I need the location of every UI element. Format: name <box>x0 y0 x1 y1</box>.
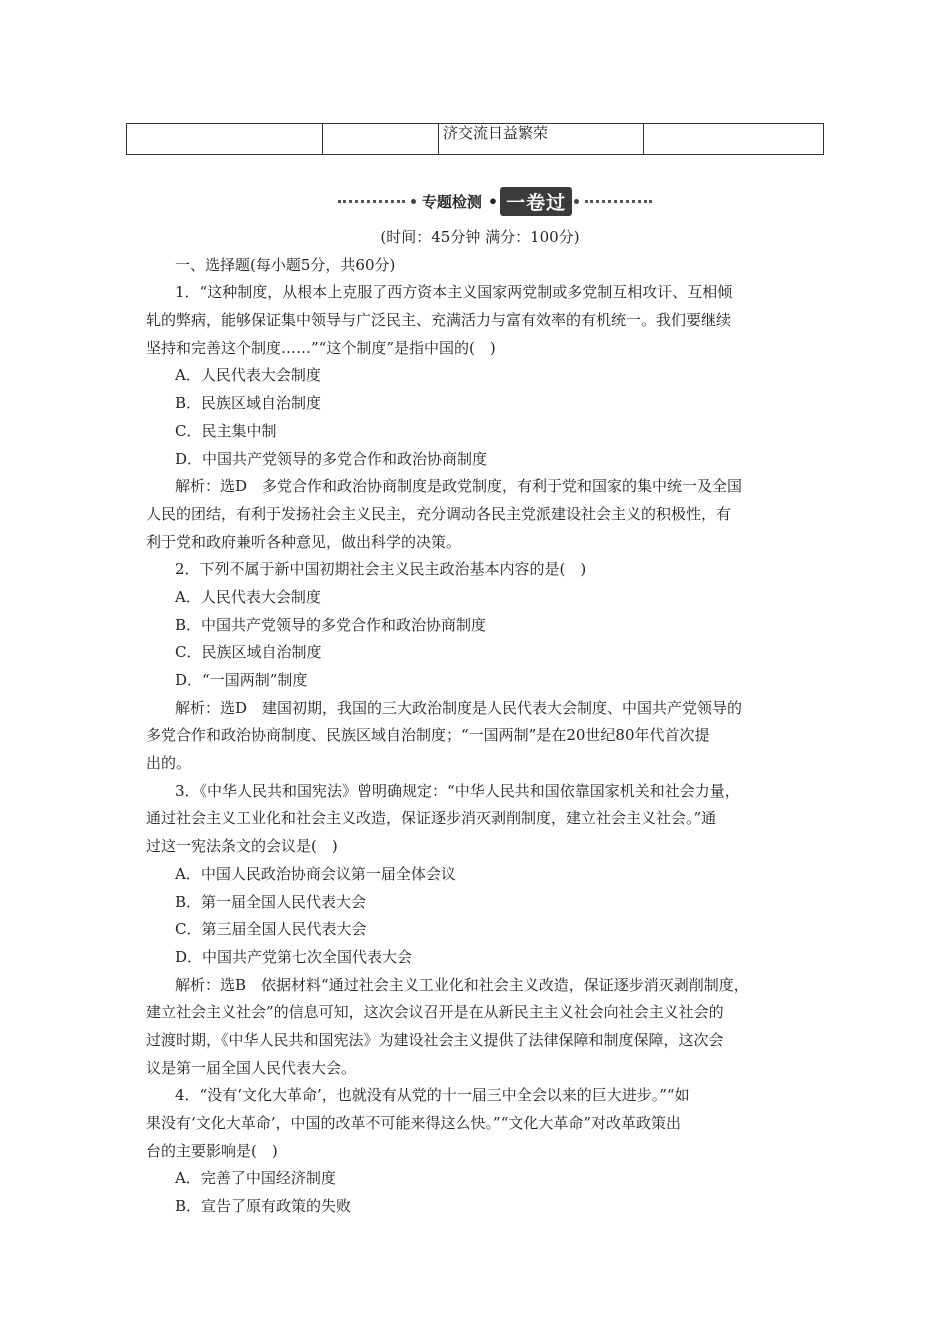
table-cell <box>127 124 323 155</box>
section-heading: 一、选择题(每小题5分，共60分) <box>175 255 396 274</box>
text-line: 通过社会主义工业化和社会主义改造，保证逐步消灭剥削制度，建立社会主义社会。”通 <box>146 809 717 828</box>
option-line: B．民族区域自治制度 <box>175 394 322 413</box>
text-line: 3．《中华人民共和国宪法》曾明确规定：“中华人民共和国依靠国家机关和社会力量， <box>175 781 740 800</box>
option-line: C．第三届全国人民代表大会 <box>175 920 367 939</box>
banner-separator: • <box>487 191 499 211</box>
option-line: D．“一国两制”制度 <box>175 671 308 689</box>
option-line: B．宣告了原有政策的失败 <box>175 1197 352 1216</box>
text-line: 2．下列不属于新中国初期社会主义民主政治基本内容的是( ) <box>175 560 587 579</box>
option-line: C．民主集中制 <box>175 421 277 440</box>
option-line: C．民族区域自治制度 <box>175 643 322 662</box>
text-line: 台的主要影响是( ) <box>146 1141 278 1160</box>
text-line: 果没有‘文化大革命’，中国的改革不可能来得这么快。”“文化大革命”对改革政策出 <box>146 1114 682 1132</box>
time-limit: (时间：45分钟 满分：100分) <box>380 228 580 246</box>
text-line: 多党合作和政治协商制度、民族区域自治制度；“一国两制”是在20世纪80年代首次提 <box>146 726 710 745</box>
text-line: 出的。 <box>146 754 192 773</box>
text-line: 1．“这种制度，从根本上克服了西方资本主义国家两党制或多党制互相攻讦、互相倾 <box>175 283 733 302</box>
option-line: A．人民代表大会制度 <box>175 587 321 606</box>
text-line: 轧的弊病，能够保证集中领导与广泛民主、充满活力与富有效率的有机统一。我们要继续 <box>146 311 732 330</box>
text-line: 过渡时期，《中华人民共和国宪法》为建设社会主义提供了法律保障和制度保障，这次会 <box>146 1030 724 1049</box>
table-row <box>127 124 824 155</box>
answer-line: 解析：选D 多党合作和政治协商制度是政党制度，有利于党和国家的集中统一及全国 <box>175 477 743 496</box>
option-line: A．中国人民政治协商会议第一届全体会议 <box>175 864 456 883</box>
section-banner <box>334 186 656 216</box>
option-line: A．完善了中国经济制度 <box>175 1169 336 1188</box>
banner-dots-left <box>338 200 405 203</box>
table-cell <box>644 124 824 155</box>
banner-title: 专题检测 <box>421 192 482 211</box>
continued-table <box>126 123 824 155</box>
text-line: 议是第一届全国人民代表大会。 <box>146 1058 357 1077</box>
answer-line: 解析：选B 依据材料“通过社会主义工业化和社会主义改造，保证逐步消灭剥削制度， <box>175 975 749 994</box>
text-line: 利于党和政府兼听各种意见，做出科学的决策。 <box>146 532 462 551</box>
banner-dot <box>574 199 579 204</box>
document-body <box>146 224 814 1221</box>
text-line: 4．“没有‘文化大革命’，也就没有从党的十一届三中全会以来的巨大进步。”“如 <box>175 1086 690 1105</box>
table-cell: 济交流日益繁荣 <box>439 124 644 155</box>
option-line: D．中国共产党第七次全国代表大会 <box>175 947 413 966</box>
banner-badge: 一卷过 <box>500 187 572 216</box>
option-line: D．中国共产党领导的多党合作和政治协商制度 <box>175 449 488 468</box>
text-line: 建立社会主义社会”的信息可知，这次会议召开是在从新民主主义社会向社会主义社会的 <box>146 1003 724 1022</box>
answer-line: 解析：选D 建国初期，我国的三大政治制度是人民代表大会制度、中国共产党领导的 <box>175 698 743 717</box>
text-line: 坚持和完善这个制度……”“这个制度”是指中国的( ) <box>146 338 496 357</box>
text-line: 人民的团结，有利于发扬社会主义民主，充分调动各民主党派建设社会主义的积极性，有 <box>146 504 732 523</box>
banner-dots-right <box>585 200 652 203</box>
table-cell <box>323 124 439 155</box>
option-line: B．中国共产党领导的多党合作和政治协商制度 <box>175 615 487 634</box>
option-line: B．第一届全国人民代表大会 <box>175 892 367 911</box>
text-line: 过这一宪法条文的会议是( ) <box>146 837 338 856</box>
option-line: A．人民代表大会制度 <box>175 366 321 385</box>
banner-dot <box>411 199 416 204</box>
